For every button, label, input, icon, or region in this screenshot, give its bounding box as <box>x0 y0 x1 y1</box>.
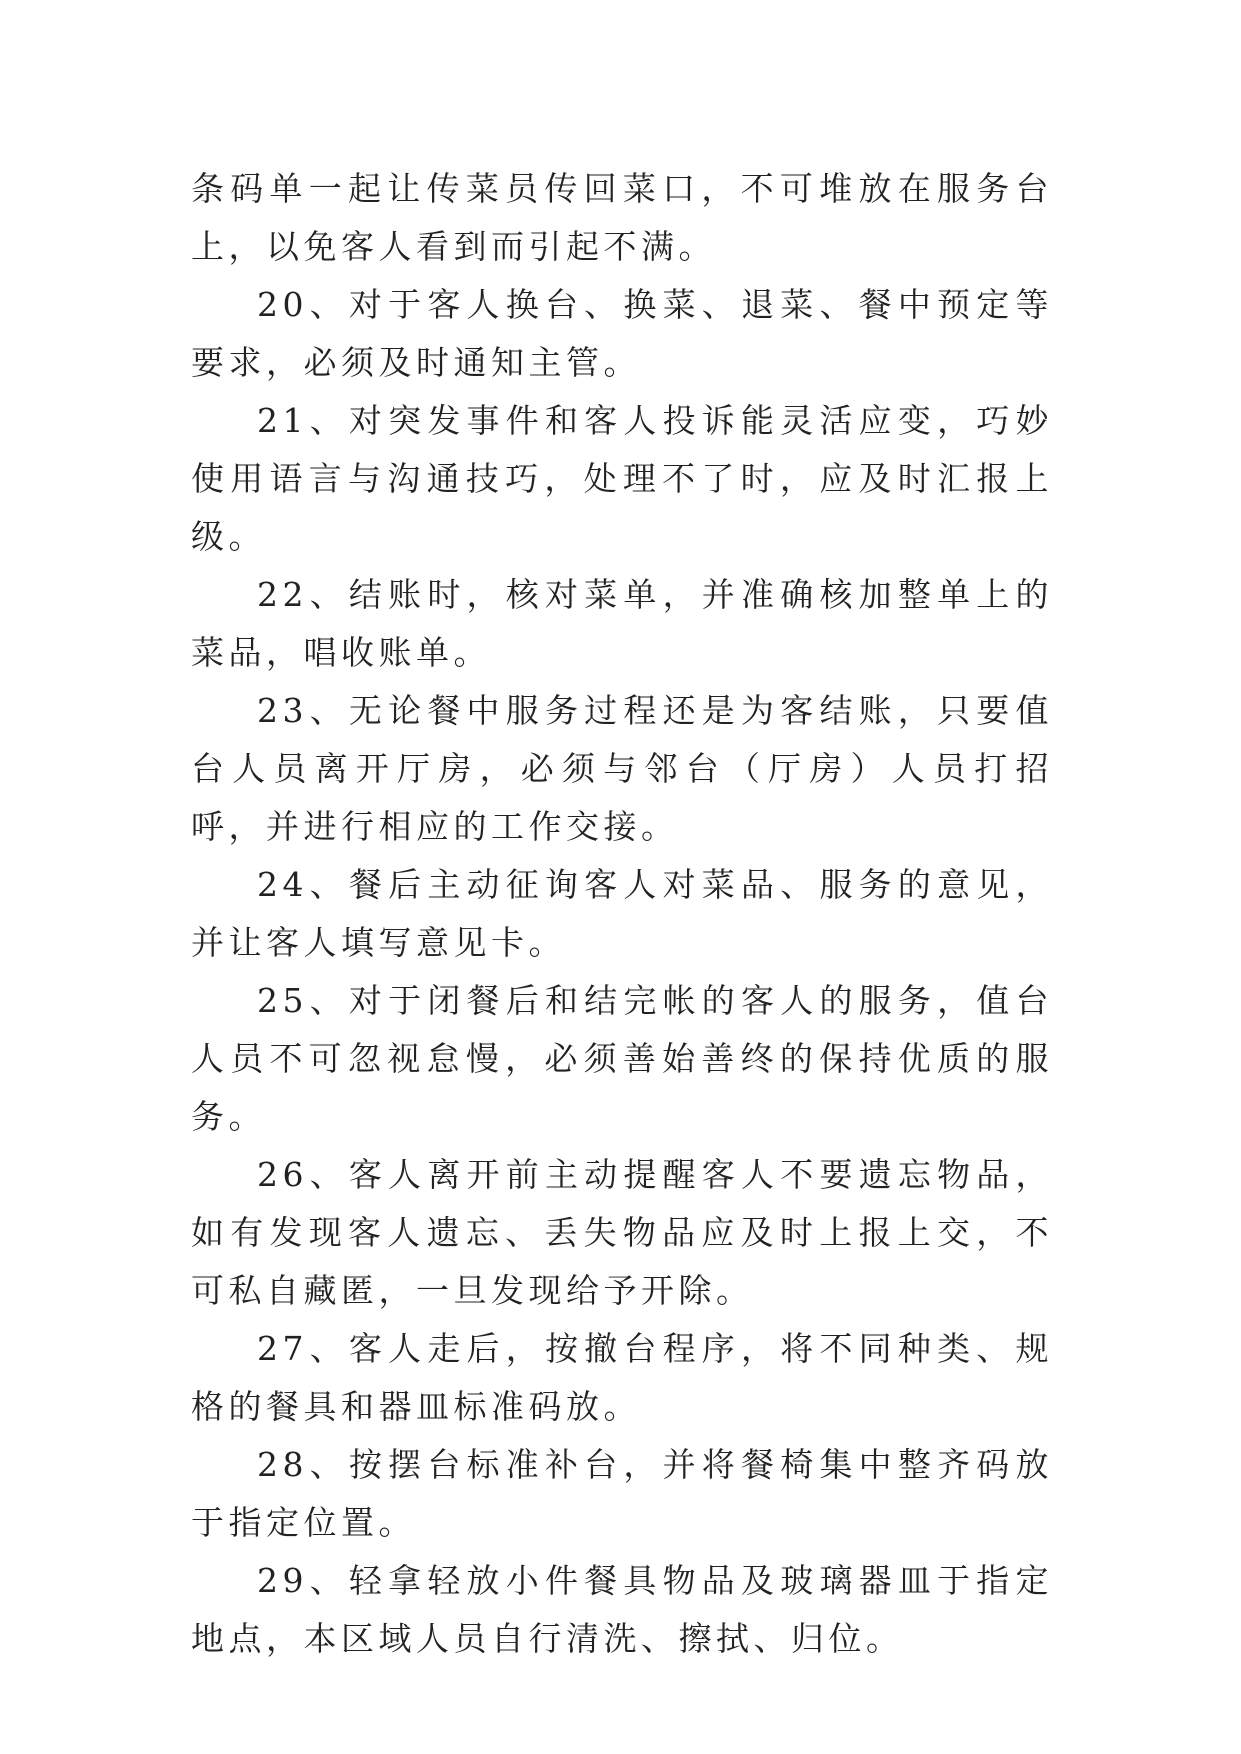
paragraph-item-24: 24、餐后主动征询客人对菜品、服务的意见，并让客人填写意见卡。 <box>191 865 1053 962</box>
paragraph-item-21: 21、对突发事件和客人投诉能灵活应变，巧妙使用语言与沟通技巧，处理不了时，应及时汇报上级。 <box>191 401 1053 556</box>
paragraph-item-26: 26、客人离开前主动提醒客人不要遗忘物品，如有发现客人遗忘、丢失物品应及时上报上交，不可私自藏匿，一旦发现给予开除。 <box>191 1155 1053 1310</box>
paragraph-item-29: 29、轻拿轻放小件餐具物品及玻璃器皿于指定地点，本区域人员自行清洗、擦拭、归位。 <box>191 1561 1053 1658</box>
document-body <box>191 160 1053 1668</box>
paragraph-item-22: 22、结账时，核对菜单，并准确核加整单上的菜品，唱收账单。 <box>191 575 1053 672</box>
paragraph-item-28: 28、按摆台标准补台，并将餐椅集中整齐码放于指定位置。 <box>191 1445 1053 1542</box>
paragraph-item-23: 23、无论餐中服务过程还是为客结账，只要值台人员离开厅房，必须与邻台（厅房）人员打招呼，并进行相应的工作交接。 <box>191 691 1053 846</box>
paragraph-item-27: 27、客人走后，按撤台程序，将不同种类、规格的餐具和器皿标准码放。 <box>191 1329 1053 1426</box>
paragraph-item-20: 20、对于客人换台、换菜、退菜、餐中预定等要求，必须及时通知主管。 <box>191 285 1053 382</box>
paragraph-continued: 条码单一起让传菜员传回菜口，不可堆放在服务台上，以免客人看到而引起不满。 <box>191 169 1053 266</box>
paragraph-item-25: 25、对于闭餐后和结完帐的客人的服务，值台人员不可忽视怠慢，必须善始善终的保持优质的服务。 <box>191 981 1053 1136</box>
